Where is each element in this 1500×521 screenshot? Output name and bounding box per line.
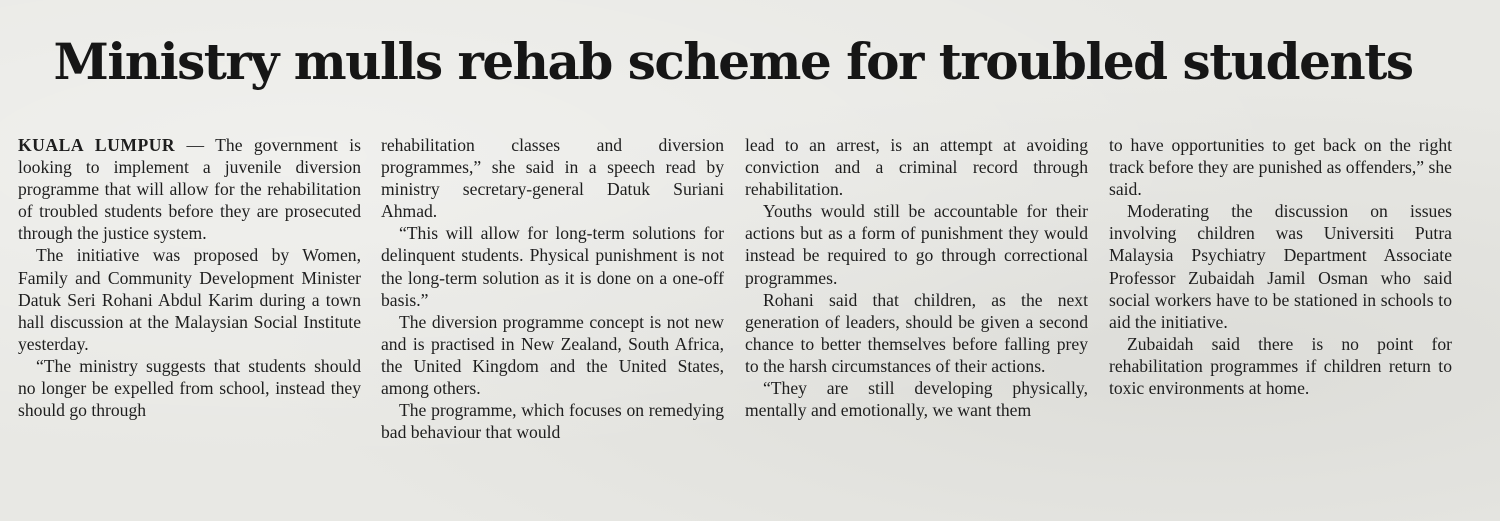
paragraph: “This will allow for long-term solutions for delinquent students. Physical punishment is not the long-term solution as it is done on a one-off basis.” <box>381 223 724 310</box>
paragraph: lead to an arrest, is an attempt at avoiding conviction and a criminal record through rehabilitation. <box>745 135 1088 200</box>
paragraph: The diversion programme concept is not new and is practised in New Zealand, South Africa, the United Kingdom and the United States, among others. <box>381 311 724 399</box>
article-column-4 <box>1109 134 1452 399</box>
paragraph: Moderating the discussion on issues involving children was Universiti Putra Malaysia Psychiatry Department Associate Professor Zubaidah Jamil Osman who said social workers have to be stationed in schools to aid the initiative. <box>1109 201 1452 332</box>
paragraph: The programme, which focuses on remedying bad behaviour that would <box>381 400 724 443</box>
paragraph: Youths would still be accountable for their actions but as a form of punishment they would instead be required to go through correctional programmes. <box>745 201 1088 288</box>
article-column-2 <box>381 134 724 443</box>
paragraph: to have opportunities to get back on the right track before they are punished as offenders,” she said. <box>1109 135 1452 200</box>
paragraph <box>18 134 361 244</box>
article-column-3 <box>745 134 1088 421</box>
paragraph: “The ministry suggests that students should no longer be expelled from school, instead they should go through <box>18 355 361 421</box>
dateline: KUALA LUMPUR <box>18 135 176 155</box>
article-column-1 <box>18 134 361 421</box>
paragraph: rehabilitation classes and diversion programmes,” she said in a speech read by ministry secretary-general Datuk Suriani Ahmad. <box>381 135 724 222</box>
paragraph: The initiative was proposed by Women, Family and Community Development Minister Datuk Seri Rohani Abdul Karim during a town hall discussion at the Malaysian Social Institute yesterday. <box>18 245 361 354</box>
paragraph-text: — The government is looking to implement a juvenile diversion programme that will allow for the rehabilitation of troubled students before they are prosecuted through the justice system. <box>18 135 361 244</box>
paragraph: Zubaidah said there is no point for rehabilitation programmes if children return to toxic environments at home. <box>1109 333 1452 399</box>
headline: Ministry mulls rehab scheme for troubled students <box>53 32 1413 91</box>
paragraph: Rohani said that children, as the next generation of leaders, should be given a second chance to better themselves before falling prey to the harsh circumstances of their actions. <box>745 289 1088 376</box>
paragraph: “They are still developing physically, mentally and emotionally, we want them <box>745 378 1088 421</box>
